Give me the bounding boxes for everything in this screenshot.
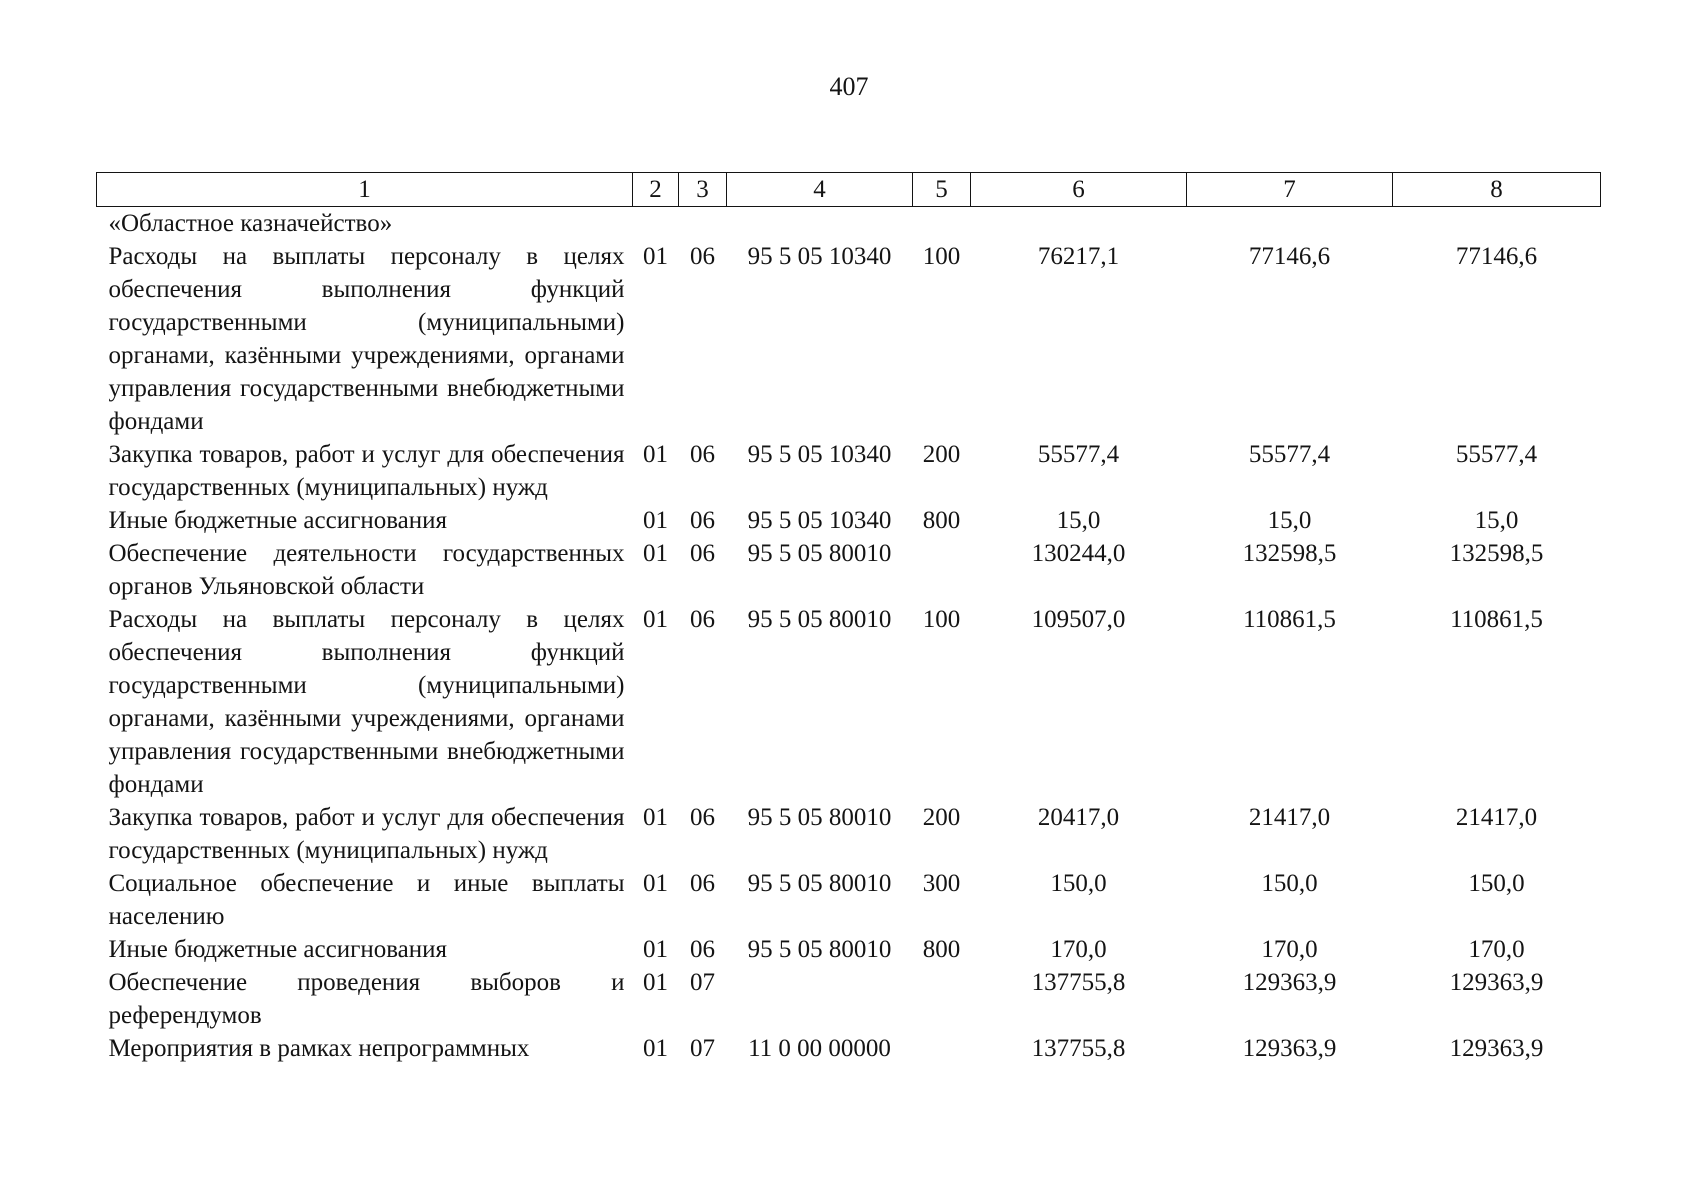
row-target-code: 11 0 00 00000 [748, 1035, 891, 1062]
row-name: Иные бюджетные ассигнования [108, 507, 448, 534]
column-header-4: 4 [727, 173, 913, 207]
row-subsection-code: 06 [690, 936, 715, 963]
row-section-code: 01 [643, 540, 668, 567]
column-header-6: 6 [971, 173, 1187, 207]
row-subsection-code: 07 [690, 969, 715, 996]
row-value-col7: 21417,0 [1248, 804, 1331, 831]
row-value-col8: 132598,5 [1449, 540, 1544, 567]
table-row [97, 801, 1601, 867]
row-subsection-code: 07 [690, 1035, 715, 1062]
row-target-code: 95 5 05 10340 [747, 441, 892, 468]
row-expense-type-code: 200 [922, 804, 961, 831]
row-section-code: 01 [643, 969, 668, 996]
row-value-col6: 137755,8 [1031, 1035, 1126, 1062]
row-name: Закупка товаров, работ и услуг для обеспечения государственных (муниципальных) нужд [108, 441, 625, 501]
row-value-col6: 170,0 [1050, 936, 1107, 963]
row-section-code [633, 207, 679, 241]
row-value-col8: 110861,5 [1450, 606, 1543, 633]
row-value-col6 [971, 207, 1187, 241]
table-row [97, 1032, 1601, 1065]
row-name: Обеспечение деятельности государственных органов Ульяновской области [108, 540, 625, 600]
row-section-code: 01 [643, 1035, 668, 1062]
row-section-code: 01 [643, 441, 668, 468]
row-value-col6: 137755,8 [1031, 969, 1126, 996]
table-row [97, 603, 1601, 801]
row-subsection-code: 06 [690, 804, 715, 831]
table-row [97, 966, 1601, 1032]
row-value-col6: 150,0 [1050, 870, 1107, 897]
table-row [97, 240, 1601, 438]
row-expense-type-code: 800 [922, 936, 961, 963]
row-name: Расходы на выплаты персоналу в целях обеспечения выполнения функций государственными (муниципальными) органами, казёнными учреждениями, органами управления государственными внебюджетными фондами [108, 606, 625, 798]
row-value-col8: 77146,6 [1455, 243, 1538, 270]
column-header-5: 5 [913, 173, 971, 207]
row-value-col6: 130244,0 [1031, 540, 1126, 567]
row-section-code: 01 [643, 870, 668, 897]
row-subsection-code: 06 [690, 540, 715, 567]
row-subsection-code: 06 [690, 606, 715, 633]
row-value-col7: 170,0 [1261, 936, 1318, 963]
row-expense-type-code [913, 966, 971, 1032]
row-value-col8: 21417,0 [1455, 804, 1538, 831]
row-expense-type-code: 100 [922, 243, 961, 270]
row-target-code: 95 5 05 80010 [747, 540, 892, 567]
row-expense-type-code [913, 207, 971, 241]
column-header-8: 8 [1393, 173, 1601, 207]
row-target-code [727, 207, 913, 241]
row-value-col7: 129363,9 [1242, 1035, 1337, 1062]
row-section-code: 01 [643, 243, 668, 270]
row-target-code: 95 5 05 10340 [747, 243, 892, 270]
row-value-col8: 150,0 [1468, 870, 1525, 897]
column-header-7: 7 [1187, 173, 1393, 207]
row-name: Иные бюджетные ассигнования [108, 936, 448, 963]
row-name: Обеспечение проведения выборов и референдумов [108, 969, 625, 1029]
row-target-code [727, 966, 913, 1032]
column-header-1: 1 [97, 173, 633, 207]
row-value-col6: 109507,0 [1031, 606, 1126, 633]
row-value-col7: 150,0 [1261, 870, 1318, 897]
table-row [97, 867, 1601, 933]
row-target-code: 95 5 05 80010 [747, 804, 892, 831]
row-value-col6: 55577,4 [1037, 441, 1120, 468]
row-expense-type-code: 300 [922, 870, 961, 897]
row-expense-type-code [913, 1032, 971, 1065]
row-subsection-code: 06 [690, 507, 715, 534]
page-number: 407 [829, 72, 869, 101]
row-value-col7: 129363,9 [1242, 969, 1337, 996]
row-value-col7 [1187, 207, 1393, 241]
row-target-code: 95 5 05 80010 [747, 606, 892, 633]
row-value-col8 [1393, 207, 1601, 241]
row-target-code: 95 5 05 10340 [747, 507, 892, 534]
row-expense-type-code: 200 [922, 441, 961, 468]
row-value-col7: 132598,5 [1242, 540, 1337, 567]
budget-table [96, 172, 1601, 1065]
row-name: Расходы на выплаты персоналу в целях обеспечения выполнения функций государственными (муниципальными) органами, казёнными учреждениями, органами управления государственными внебюджетными фондами [108, 243, 625, 435]
row-section-code: 01 [643, 936, 668, 963]
row-value-col8: 55577,4 [1455, 441, 1538, 468]
column-header-3: 3 [679, 173, 727, 207]
table-row [97, 933, 1601, 966]
column-number-header-row [97, 173, 1601, 207]
row-value-col7: 110861,5 [1243, 606, 1336, 633]
row-value-col8: 129363,9 [1449, 1035, 1544, 1062]
row-target-code: 95 5 05 80010 [747, 936, 892, 963]
row-value-col6: 20417,0 [1037, 804, 1120, 831]
table-row [97, 537, 1601, 603]
table-row [97, 504, 1601, 537]
row-value-col8: 129363,9 [1449, 969, 1544, 996]
row-subsection-code: 06 [690, 441, 715, 468]
row-value-col6: 76217,1 [1037, 243, 1120, 270]
row-value-col7: 15,0 [1267, 507, 1312, 534]
row-expense-type-code: 800 [922, 507, 961, 534]
row-name: «Областное казначейство» [108, 210, 393, 237]
row-value-col8: 15,0 [1474, 507, 1519, 534]
row-subsection-code: 06 [690, 870, 715, 897]
row-value-col6: 15,0 [1056, 507, 1101, 534]
row-section-code: 01 [643, 804, 668, 831]
row-name: Закупка товаров, работ и услуг для обеспечения государственных (муниципальных) нужд [108, 804, 625, 864]
row-value-col7: 77146,6 [1248, 243, 1331, 270]
column-header-2: 2 [633, 173, 679, 207]
table-row [97, 207, 1601, 241]
row-value-col7: 55577,4 [1248, 441, 1331, 468]
row-section-code: 01 [643, 507, 668, 534]
row-section-code: 01 [643, 606, 668, 633]
row-expense-type-code [913, 537, 971, 603]
row-subsection-code: 06 [690, 243, 715, 270]
row-name: Социальное обеспечение и иные выплаты населению [108, 870, 625, 930]
row-subsection-code [679, 207, 727, 241]
row-target-code: 95 5 05 80010 [747, 870, 892, 897]
row-value-col8: 170,0 [1468, 936, 1525, 963]
row-name: Мероприятия в рамках непрограммных [108, 1035, 530, 1062]
row-expense-type-code: 100 [922, 606, 961, 633]
table-row [97, 438, 1601, 504]
